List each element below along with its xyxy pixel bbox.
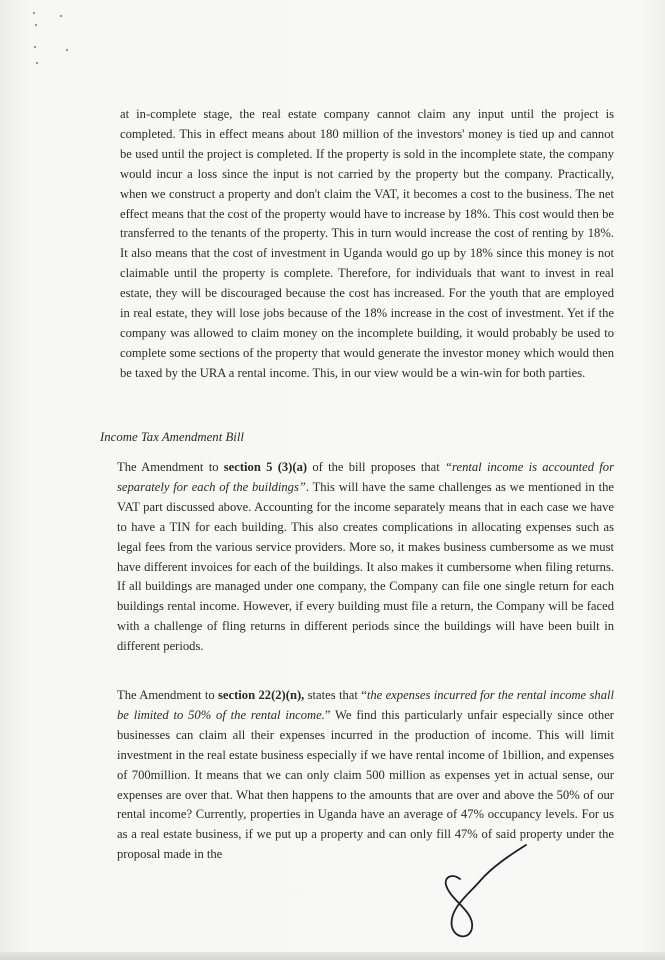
quoted-provision: the expenses incurred for the rental income shall be limited to 50% of the rental income. xyxy=(117,688,614,722)
handwritten-initial-signature xyxy=(430,835,540,945)
scan-speck xyxy=(34,46,36,48)
page-bottom-edge xyxy=(0,952,665,960)
section-reference: section 22(2)(n), xyxy=(218,688,305,702)
section-heading: Income Tax Amendment Bill xyxy=(100,430,244,444)
paragraph-vat-continuation: at in-complete stage, the real estate company cannot claim any input until the project is completed. This in effect means about 180 million of the investors' money is tied up and cannot be used until the project is completed. If the property is sold in the incomplete state, the company would incur a loss since the input is not carried by the property but the company. Practically, when we construct a property and don't claim the VAT, it becomes a cost to the business. The net effect means that the cost of the property would have to increase by 18%. This cost would then be transferred to the tenants of the property. This in turn would increase the cost of renting by 18%. It also means that the cost of investment in Uganda would go up by 18% since this money is not claimable until the property is complete. Therefore, for individuals that want to invest in real estate, they will be discouraged because the cost has increased. For the youth that are employed in real estate, they will lose jobs because of the 18% increase in the cost of investment. Yet if the company was allowed to claim money on the incomplete building, it would probably be used to complete some sections of the property that would generate the investor money which would then be taxed by the URA a rental income. This, in our view would be a win-win for both parties. xyxy=(120,107,614,380)
paragraph-text: of the bill proposes that xyxy=(307,460,446,474)
paragraph-section-5 xyxy=(117,458,614,657)
paragraph-text: . This will have the same challenges as we mentioned in the VAT part discussed above. Accounting for the income separately means that in each case we have to have a TIN for each building. This also creates complications in allocating expenses such as legal fees from the various service providers. More so, it makes business cumbersome as we must have different invoices for each of the buildings. It also makes it cumbersome when filing returns. If all buildings are managed under one company, the Company can file one single return for each buildings rental income. However, if every building must file a return, the Company will be faced with a challenge of fling returns in different periods since the buildings will have been built in different periods. xyxy=(117,479,614,654)
paragraph-text: The Amendment to xyxy=(117,688,219,702)
quoted-provision: “rental income is accounted for separately for each of the buildings” xyxy=(117,460,614,494)
scan-speck xyxy=(36,62,38,64)
scan-speck xyxy=(66,49,68,51)
scan-speck xyxy=(60,15,62,17)
paragraph-text: ” We find this particularly unfair especially since other businesses can claim all their expenses incurred in the production of income. This will limit investment in the real estate business especially if we have rental income of 1billion, and expenses of 700million. It means that we can only claim 500 million as expenses yet in actual sense, our expenses are over that. What then happens to the amounts that are over and above the 50% of our rental income? Currently, properties in Uganda have an average of 47% occupancy levels. For us as a real estate business, if we put up a property and can only fill 47% of said property under the proposal made in the xyxy=(117,707,614,862)
paragraph-text: states that “ xyxy=(304,688,367,702)
scan-speck xyxy=(35,24,37,26)
scan-speck xyxy=(33,12,35,14)
paragraph-text: The Amendment to xyxy=(117,460,224,474)
section-reference: section 5 (3)(a) xyxy=(223,460,308,474)
